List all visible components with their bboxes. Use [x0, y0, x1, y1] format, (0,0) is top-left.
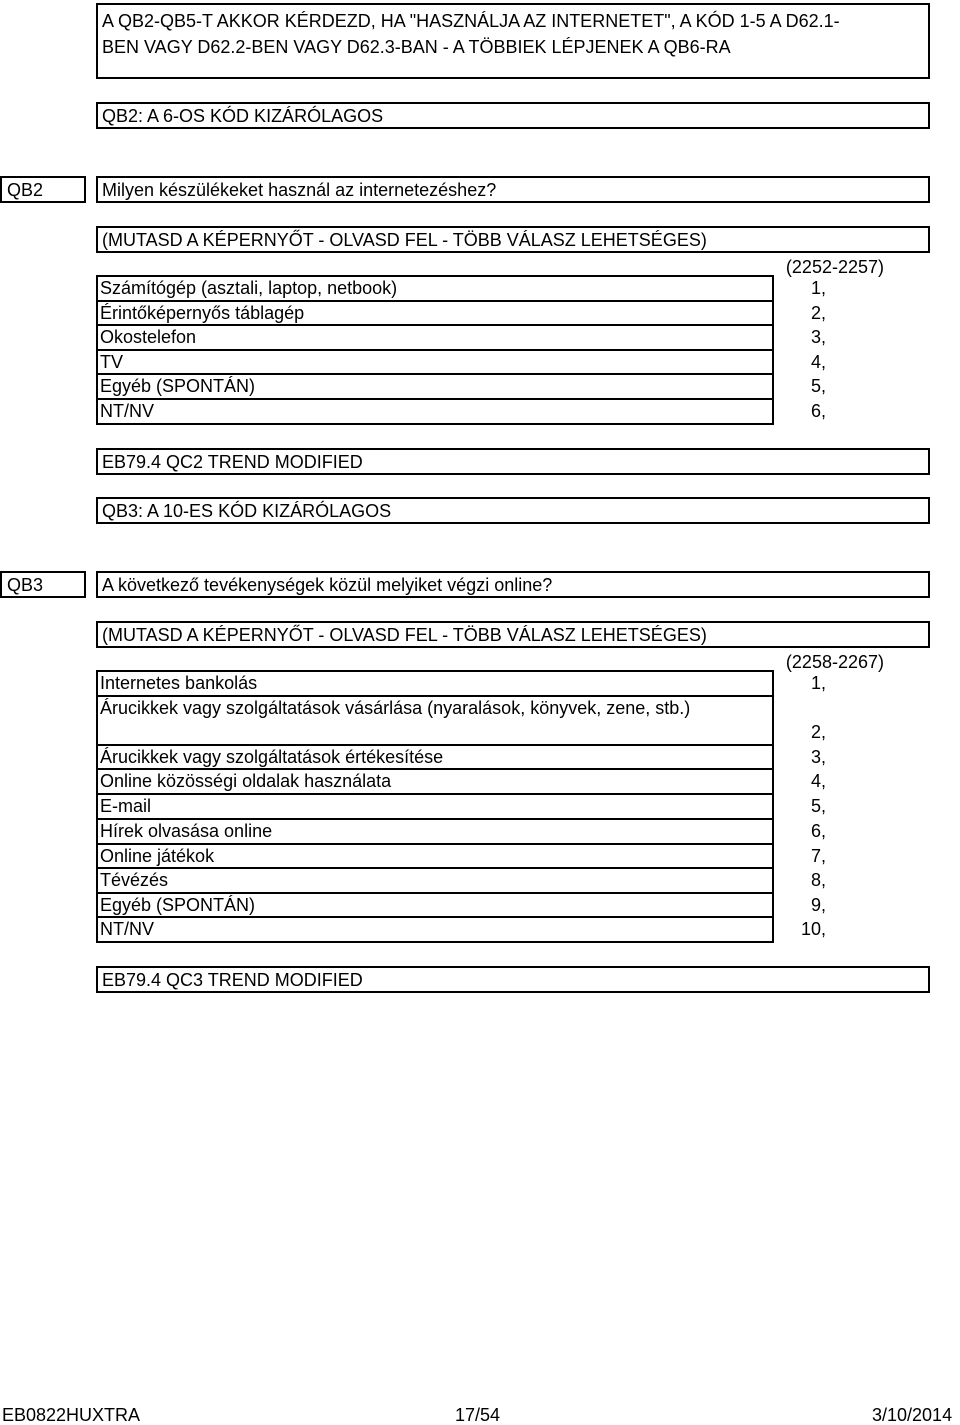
qb2-answer-divider	[96, 300, 774, 302]
qb3-question-box	[96, 571, 930, 598]
qb2-answer-code: 5,	[810, 376, 826, 396]
qb2-answer-label: Okostelefon	[100, 327, 197, 347]
qb3-question: A következő tevékenységek közül melyiket végzi online?	[102, 575, 553, 595]
qb3-answer-label: E-mail	[100, 796, 152, 816]
qb2-question-box	[96, 176, 930, 203]
qb3-answer-label: Online játékok	[100, 846, 215, 866]
qb2-answer-divider	[96, 324, 774, 326]
qb3-answer-divider	[96, 892, 774, 894]
footer-page-number: 17/54	[455, 1405, 501, 1425]
qb3-answer-label: Tévézés	[100, 870, 169, 890]
qb3-answer-row	[96, 744, 930, 769]
qb3-answer-row	[96, 843, 930, 868]
qb3-answer-code: 5,	[810, 796, 826, 816]
qb3-answer-row	[96, 892, 930, 917]
qb3-answer-label: NT/NV	[100, 919, 154, 939]
qb3-answer-row	[96, 867, 930, 892]
qb2-answer-row	[96, 349, 930, 374]
qb3-answer-code: 10,	[800, 919, 826, 939]
qb3-answer-divider	[96, 744, 774, 746]
qb2-answer-row	[96, 275, 930, 300]
qb3-answer-code: 8,	[810, 870, 826, 890]
qb2-answer-code: 1,	[810, 278, 826, 298]
qb3-answer-label: Árucikkek vagy szolgáltatások vásárlása (nyaralások, könyvek, zene, stb.)	[100, 698, 691, 718]
qb2-exclusive-note-text: QB2: A 6-OS KÓD KIZÁRÓLAGOS	[102, 106, 384, 126]
qb2-answer-label: Érintőképernyős táblagép	[100, 303, 305, 323]
qb3-instruction-box	[96, 621, 930, 648]
qb3-answer-divider	[96, 916, 774, 918]
qb2-code-range: (2252-2257)	[785, 257, 884, 277]
qb3-answer-divider	[96, 867, 774, 869]
qb2-answer-divider	[96, 398, 774, 400]
qb2-instruction-box	[96, 226, 930, 253]
qb3-answer-divider	[96, 843, 774, 845]
qb3-answer-code: 3,	[810, 747, 826, 767]
qb2-answer-divider	[96, 373, 774, 375]
qb2-trend: EB79.4 QC2 TREND MODIFIED	[102, 452, 363, 472]
qb2-answer-label: Számítógép (asztali, laptop, netbook)	[100, 278, 398, 298]
qb2-answer-code: 4,	[810, 352, 826, 372]
qb3-exclusive-note	[96, 497, 930, 524]
qb3-answer-divider	[96, 670, 774, 672]
qb3-answer-list	[96, 648, 930, 943]
qb2-answer-label: TV	[100, 352, 124, 372]
qb2-question: Milyen készülékeket használ az internetezéshez?	[102, 180, 497, 200]
qb3-answer-label: Internetes bankolás	[100, 673, 258, 693]
qb2-answer-divider	[96, 275, 774, 277]
qb3-answer-label: Hírek olvasása online	[100, 821, 273, 841]
filter-note-line1: A QB2-QB5-T AKKOR KÉRDEZD, HA "HASZNÁLJA AZ INTERNETET", A KÓD 1-5 A D62.1-	[102, 11, 840, 31]
qb3-answer-divider	[96, 818, 774, 820]
qb3-answer-code: 9,	[810, 895, 826, 915]
qb3-answer-row	[96, 793, 930, 818]
qb2-answer-code: 3,	[810, 327, 826, 347]
qb3-answer-row	[96, 695, 930, 742]
qb2-exclusive-note	[96, 102, 930, 129]
qb3-instruction: (MUTASD A KÉPERNYŐT - OLVASD FEL - TÖBB VÁLASZ LEHETSÉGES)	[102, 625, 707, 645]
qb3-id: QB3	[7, 575, 44, 595]
qb3-answer-label: Árucikkek vagy szolgáltatások értékesítése	[100, 747, 444, 767]
qb3-answer-label: Egyéb (SPONTÁN)	[100, 895, 256, 915]
qb3-trend: EB79.4 QC3 TREND MODIFIED	[102, 970, 363, 990]
qb3-id-box	[0, 571, 86, 598]
footer-date: 3/10/2014	[872, 1405, 953, 1425]
filter-note-line2: BEN VAGY D62.2-BEN VAGY D62.3-BAN - A TÖBBIEK LÉPJENEK A QB6-RA	[102, 37, 731, 57]
qb2-id-box	[0, 176, 86, 203]
qb3-answer-row	[96, 916, 930, 941]
qb3-answer-code: 6,	[810, 821, 826, 841]
qb3-trend-box	[96, 966, 930, 993]
qb3-answer-code: 1,	[810, 673, 826, 693]
qb3-exclusive-note-text: QB3: A 10-ES KÓD KIZÁRÓLAGOS	[102, 501, 392, 521]
qb3-answer-code: 4,	[810, 771, 826, 791]
qb3-answer-label: Online közösségi oldalak használata	[100, 771, 392, 791]
qb2-answer-row	[96, 373, 930, 398]
qb3-answer-divider	[96, 793, 774, 795]
qb3-answer-divider	[96, 695, 774, 697]
qb2-trend-box	[96, 448, 930, 475]
qb2-answer-code: 2,	[810, 303, 826, 323]
qb2-answer-label: NT/NV	[100, 401, 154, 421]
footer-doc-code: EB0822HUXTRA	[2, 1405, 141, 1425]
qb2-answer-row	[96, 398, 930, 423]
qb3-code-range: (2258-2267)	[785, 652, 884, 672]
qb2-answer-label: Egyéb (SPONTÁN)	[100, 376, 256, 396]
qb3-answer-row	[96, 670, 930, 695]
qb2-instruction: (MUTASD A KÉPERNYŐT - OLVASD FEL - TÖBB VÁLASZ LEHETSÉGES)	[102, 230, 707, 250]
qb3-answer-code: 2,	[810, 722, 826, 742]
qb3-answer-row	[96, 768, 930, 793]
qb2-answer-code: 6,	[810, 401, 826, 421]
qb2-answer-row	[96, 324, 930, 349]
qb3-answer-code: 7,	[810, 846, 826, 866]
qb2-answer-row	[96, 300, 930, 325]
qb2-answer-divider	[96, 349, 774, 351]
qb3-answer-divider	[96, 768, 774, 770]
qb2-id: QB2	[7, 180, 44, 200]
qb2-answer-list	[96, 253, 930, 425]
filter-note-box	[96, 3, 930, 79]
qb3-answer-row	[96, 818, 930, 843]
